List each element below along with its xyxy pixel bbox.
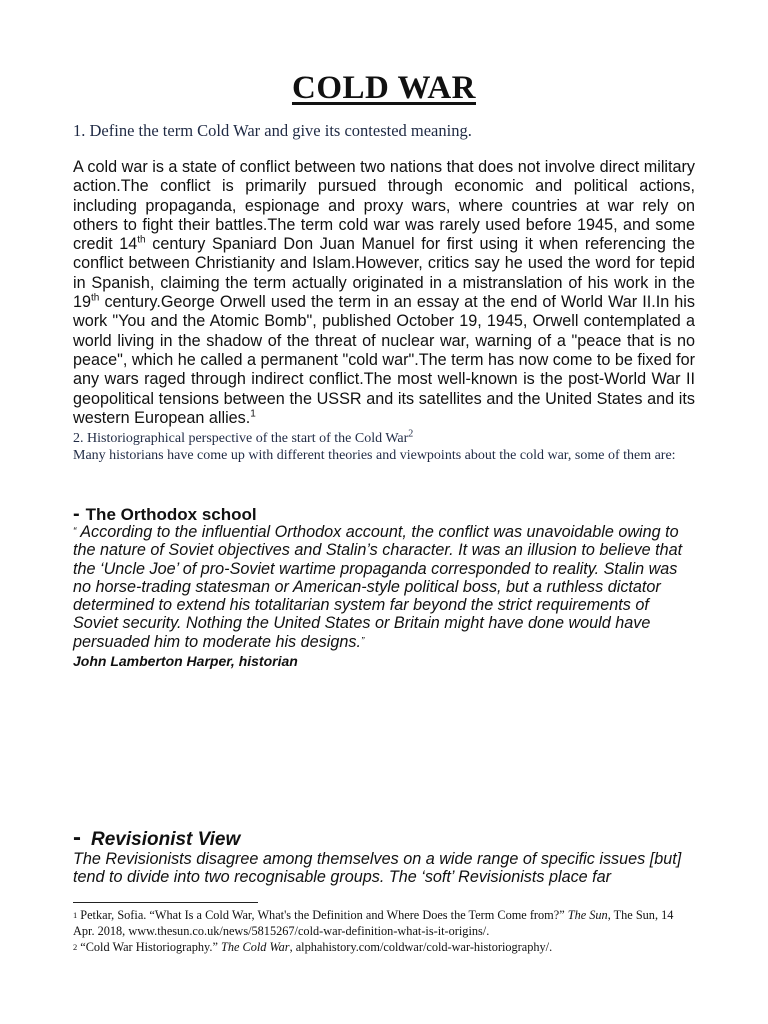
footnote-ref-1[interactable]: 1 <box>250 408 256 420</box>
paragraph-part-2: century Spaniard Don Juan Manuel for first using it when referencing the conflict between Christianity and Islam.However, critics say he used the word for tepid in Spanish, claiming the term actually originated in a mistranslation of his work in the 19 <box>73 235 695 312</box>
footnotes <box>73 907 695 955</box>
revisionist-text: The Revisionists disagree among themselves on a wide range of specific issues [but] tend to divide into two recognisable groups. The ‘soft’ Revisionists place far <box>73 850 682 887</box>
bullet-dash: - <box>73 824 81 851</box>
revisionist-heading-text: Revisionist View <box>91 829 241 850</box>
orthodox-heading-text: The Orthodox school <box>85 505 257 524</box>
paragraph-part-3: century.George Orwell used the term in an essay at the end of World War II.In his work "You and the Atomic Bomb", published October 19, 1945, Orwell contemplated a world living in the shadow of the threat of nuclear war, warning of a "peace that is no peace", which he called a permanent "cold war".The term has now come to be fixed for any wars raged through indirect conflict.The most well-known is the post-World War II geopolitical tensions between the USSR and its satellites and the United States and its western European allies. <box>73 293 695 427</box>
footnote-text: “Cold War Historiography.” <box>80 940 221 954</box>
footnote-text: , The Sun, 14 Apr. 2018, www.thesun.co.uk/news/5815267/cold-war-definition-what-is-it-origins/. <box>73 908 674 938</box>
footnote-2 <box>73 939 695 955</box>
question-1: 1. Define the term Cold War and give its contested meaning. <box>73 121 472 140</box>
bullet-dash: - <box>73 503 80 525</box>
close-quote-mark: ” <box>360 635 365 647</box>
footnote-1 <box>73 907 695 939</box>
footnote-text: Petkar, Sofia. “What Is a Cold War, What's the Definition and Where Does the Term Come from?” <box>80 908 568 922</box>
footnote-number: 1 <box>73 910 78 920</box>
quote-author: John Lamberton Harper, historian <box>73 653 298 669</box>
ordinal-suffix: th <box>137 234 146 246</box>
ordinal-suffix: th <box>91 292 100 304</box>
question-2-intro: Many historians have come up with different theories and viewpoints about the cold war, some of them are: <box>73 448 676 463</box>
page-title: COLD WAR <box>291 70 476 106</box>
footnote-text: , alphahistory.com/coldwar/cold-war-historiography/. <box>289 940 553 954</box>
footnote-source-title: The Cold War <box>221 940 290 954</box>
footnote-divider <box>73 902 258 903</box>
orthodox-quote <box>73 523 695 651</box>
definition-paragraph <box>73 158 695 428</box>
question-2 <box>73 430 695 464</box>
question-2-text: 2. Historiographical perspective of the start of the Cold War <box>73 431 409 446</box>
paragraph-part-1: A cold war is a state of conflict between two nations that does not involve direct military action.The conflict is primarily pursued through economic and political actions, including propaganda, espionage and proxy wars, where countries at war rely on others to fight their battles.The term cold war was rarely used before 1945, and some credit 14 <box>73 158 695 254</box>
footnote-number: 2 <box>73 942 78 952</box>
open-quote-mark: “ <box>73 526 77 537</box>
footnote-ref-2[interactable]: 2 <box>408 428 414 440</box>
orthodox-quote-text: According to the influential Orthodox account, the conflict was unavoidable owing to the nature of Soviet objectives and Stalin’s character. It was an illusion to believe that the ‘Uncle Joe’ of pro-Soviet wartime propaganda corresponded to reality. Stalin was no horse-trading statesman or American-style political boss, but a ruthless dictator determined to extend his totalitarian system far beyond the strict requirements of Soviet security. Nothing the United States or Britain might have done would have persuaded him to moderate his designs. <box>73 523 683 651</box>
revisionist-heading <box>73 824 240 852</box>
footnote-source-title: The Sun <box>567 908 608 922</box>
